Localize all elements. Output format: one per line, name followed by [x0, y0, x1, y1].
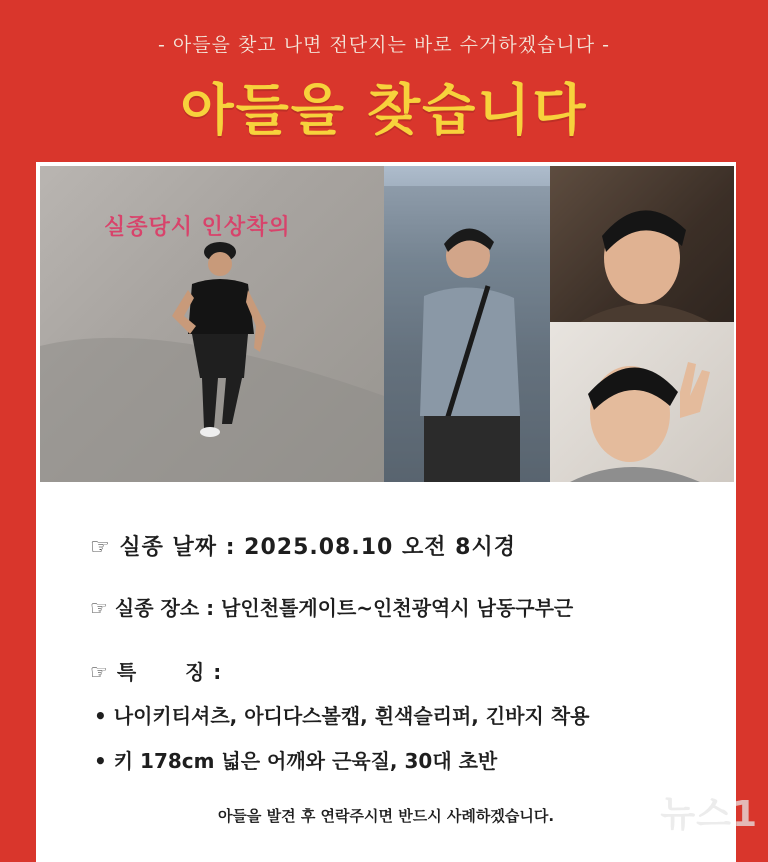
selfie-photo-2: [550, 322, 734, 482]
cctv-photo: [40, 166, 384, 482]
photo-caption: 실종당시 인상착의: [104, 215, 291, 240]
headline: 아들을 찾습니다: [180, 78, 588, 142]
person-city-image: [384, 166, 550, 482]
feature-item-body: • 키 178cm 넓은 어깨와 근육질, 30대 초반: [94, 749, 498, 773]
selfie-image-2: [550, 322, 734, 482]
news1-watermark: 뉴스1: [660, 794, 758, 835]
reward-note: 아들을 발견 후 연락주시면 반드시 사례하겠습니다.: [217, 807, 555, 825]
selfie-image-1: [550, 166, 734, 322]
feature-item-clothing: • 나이키티셔츠, 아디다스볼캡, 흰색슬리퍼, 긴바지 착용: [94, 704, 590, 728]
selfie-photo-1: [550, 166, 734, 322]
top-note: - 아들을 찾고 나면 전단지는 바로 수거하겠습니다 -: [157, 34, 611, 56]
poster-card: [36, 162, 736, 862]
features-label: ☞ 특 징 :: [90, 660, 223, 684]
missing-place: ☞ 실종 장소 : 남인천톨게이트~인천광역시 남동구부근: [90, 596, 574, 620]
missing-date: ☞ 실종 날짜 : 2025.08.10 오전 8시경: [90, 535, 516, 560]
city-photo: [384, 166, 550, 482]
